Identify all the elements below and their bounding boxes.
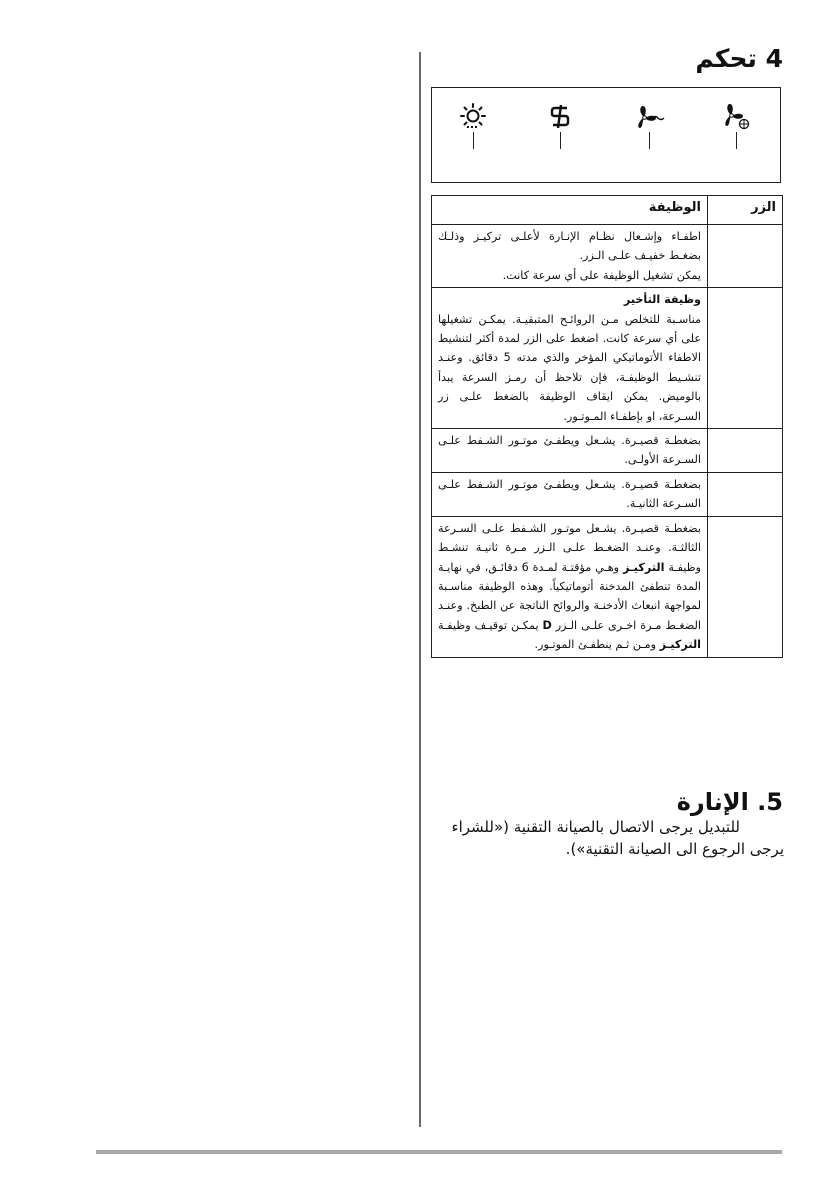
desc-line: يمكن تشغيل الوظيفة على أي سرعة كانت. bbox=[502, 268, 701, 282]
desc-line: 5 دقائق. وعنـد تنشـيط الوظيفـة، فإن تلاحظ أن رمـز bbox=[438, 351, 701, 384]
fan-icon bbox=[630, 102, 670, 132]
row-description bbox=[432, 472, 708, 516]
desc-line: لمواجهة انبعاث الأدخنـة والروائح الناتجة عن الطبخ. bbox=[466, 599, 701, 613]
desc-line: يمكـن توقيـف bbox=[474, 618, 543, 632]
desc-line: اطفـاء وإشـعال نظـام الإنـارة لأعلـى تركيـز وذلـك bbox=[438, 230, 701, 243]
desc-line: أكثر لتنشيط الاطفاء الأتوماتيكي المؤخر والذي مدته bbox=[438, 332, 701, 365]
fan-boost-icon bbox=[717, 102, 757, 132]
desc-line: وعنـد الضغـط مـرة اخـرى علـى الـزر bbox=[438, 599, 701, 632]
desc-line: السرعة يبدأ بالوميض. يمكن ايقاف الوظيفة بالضغط bbox=[438, 370, 701, 404]
light-control bbox=[454, 102, 494, 152]
desc-line: بضغطـة قصيـرة. يشـعل ويطفـئ موتـور الشـفط علـى bbox=[438, 434, 701, 448]
fan-boost-control bbox=[717, 102, 757, 152]
desc-line: السـرعة الأولـى. bbox=[624, 453, 701, 467]
desc-emphasis: D bbox=[542, 618, 552, 632]
row-button-cell bbox=[708, 288, 783, 429]
section-5-body: للتبديل يرجى الاتصال بالصيانة التقنية («للشراء يرجى الرجوع الى الصيانة التقنية»). bbox=[451, 818, 784, 858]
desc-line: ومـن ثـم ينطفـئ الموتـور. bbox=[534, 638, 660, 652]
table-row bbox=[432, 516, 783, 657]
section-4-title: 4 تحكم bbox=[695, 44, 783, 73]
row-description bbox=[432, 516, 708, 657]
page-footer-rule bbox=[96, 1150, 782, 1154]
desc-line: تشغيلها على أي سرعة كانت. اضغط على الزر لمدة bbox=[438, 312, 701, 346]
control-panel-diagram bbox=[431, 87, 781, 183]
desc-line: وظيفـة bbox=[664, 560, 701, 574]
desc-line: بضغطـة قصيـرة. يشـعل موتـور الشـفط علـى السـرعة bbox=[438, 521, 701, 535]
table-row bbox=[432, 225, 783, 288]
desc-line: السـرعة الثانيـة. bbox=[626, 497, 701, 511]
fan-leader-line bbox=[649, 132, 650, 149]
table-row bbox=[432, 288, 783, 429]
desc-line: مناسـبة للتخلص مـن الروائـح المتبقيـة. يمكـن bbox=[478, 312, 701, 326]
table-row bbox=[432, 429, 783, 473]
function-table bbox=[431, 195, 783, 658]
table-header-row bbox=[432, 196, 783, 225]
fan-speed-control bbox=[630, 102, 670, 152]
desc-line: وظيفـة bbox=[438, 618, 471, 632]
column-divider bbox=[419, 52, 421, 1127]
desc-line: المدة تنطفئ المدخنة أتوماتيكياً. وهذه الوظيفة مناسـبة bbox=[438, 579, 701, 593]
light-leader-line bbox=[473, 132, 474, 149]
desc-line: بضغـط خفيـف علـى الـزر. bbox=[579, 249, 701, 263]
header-function: الوظيفة bbox=[432, 196, 708, 225]
desc-line: بضغطـة قصيـرة. يشـعل ويطفـئ موتـور الشـفط علـى bbox=[438, 477, 701, 491]
delay-timer-icon bbox=[541, 102, 581, 132]
row-title: وظيفة التأخير bbox=[623, 293, 701, 307]
desc-line: علـى زر السـرعة، او بإطفـاء المـوتـور. bbox=[438, 390, 701, 423]
row-description bbox=[432, 288, 708, 429]
header-button: الزر bbox=[708, 196, 783, 225]
desc-line: الثالثـة. وعنـد الضغـط علـى الـزر مـرة ثانيـة تنشـط bbox=[438, 541, 701, 555]
section-5-title: 5. الإنارة bbox=[676, 788, 783, 816]
fan-boost-leader-line bbox=[736, 132, 737, 149]
desc-emphasis: التركيـز bbox=[623, 560, 665, 574]
row-button-cell bbox=[708, 429, 783, 473]
row-description bbox=[432, 429, 708, 473]
light-bulb-icon bbox=[454, 102, 494, 132]
row-button-cell bbox=[708, 225, 783, 288]
row-button-cell bbox=[708, 516, 783, 657]
row-button-cell bbox=[708, 472, 783, 516]
delay-control bbox=[541, 102, 581, 152]
delay-leader-line bbox=[560, 132, 561, 149]
desc-emphasis: التركيـز bbox=[659, 638, 701, 652]
desc-line: وهـي مؤقتـة لمـدة 6 دقائـق، في نهايـة bbox=[438, 560, 624, 574]
table-row bbox=[432, 472, 783, 516]
row-description bbox=[432, 225, 708, 288]
